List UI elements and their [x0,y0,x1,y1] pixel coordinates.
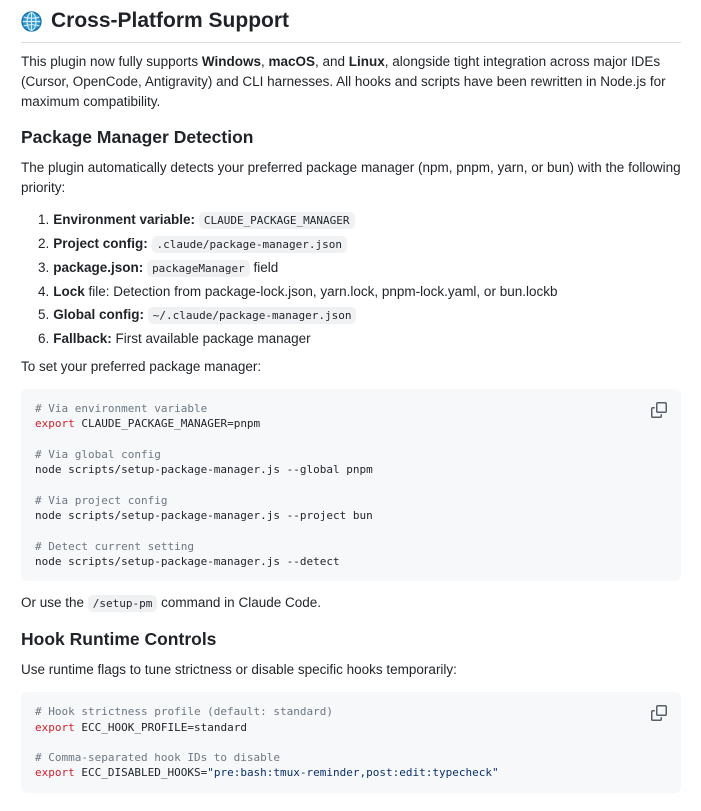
code-line [35,432,667,447]
priority-list-item: 6. Fallback: First available package manager [38,331,311,346]
setup-pm-paragraph: Or use the /setup-pm command in Claude Code. [21,595,321,611]
copy-icon [651,705,667,721]
bold-text: Lock [53,284,85,299]
list-number: 3. [38,260,50,275]
priority-list-item: 4. Lock file: Detection from package-lock.json, yarn.lock, pnpm-lock.yaml, or bun.lockb [38,284,558,299]
code-line: export CLAUDE_PACKAGE_MANAGER=pnpm [35,417,261,431]
inline-code: ~/.claude/package-manager.json [148,307,357,324]
runtime-flags-paragraph: Use runtime flags to tune strictness or disable specific hooks temporarily: [21,662,457,678]
code-line: node scripts/setup-package-manager.js --project bun [35,509,373,523]
priority-list-item [21,210,681,231]
code-line [35,735,667,750]
page-title: Cross-Platform Support [51,9,290,32]
bold-text: Windows [201,54,261,69]
code-line: # Comma-separated hook IDs to disable [35,751,281,765]
code-block-hook-runtime [21,692,681,792]
code-line: # Via project config [35,493,168,507]
bold-text: Environment variable: [53,212,196,227]
bold-text: Global config: [53,307,145,322]
inline-code: /setup-pm [88,595,158,612]
inline-code: CLAUDE_PACKAGE_MANAGER [199,212,355,229]
copy-icon [651,402,667,418]
heading-package-manager-detection: Package Manager Detection [21,127,254,147]
code-line: # Detect current setting [35,539,194,553]
code-line [35,477,667,492]
detection-intro-paragraph: The plugin automatically detects your preferred package manager (npm, pnpm, yarn, or bun) with the following priority: [21,160,681,195]
code-line [35,523,667,538]
priority-list-item [21,305,681,326]
globe-with-meridians-icon [21,11,42,32]
heading-hook-runtime-controls: Hook Runtime Controls [21,629,217,650]
bold-text: Project config: [53,236,148,251]
code-content [35,704,667,780]
set-preference-paragraph: To set your preferred package manager: [21,359,262,374]
code-line: # Hook strictness profile (default: standard) [35,705,334,719]
list-number: 6. [38,331,50,346]
page-title-heading [21,8,681,43]
code-content [35,401,667,569]
bold-text: package.json: [53,260,144,275]
bold-text: Fallback: [53,331,112,346]
priority-list-item [21,234,681,255]
list-number: 4. [38,284,50,299]
priority-list-item: 3. package.json: packageManager field [38,260,279,275]
inline-code: .claude/package-manager.json [152,236,347,253]
list-number: 5. [38,307,50,322]
bold-text: Linux [348,54,385,69]
code-line: # Via environment variable [35,402,208,415]
code-line: export ECC_DISABLED_HOOKS="pre:bash:tmux-reminder,post:edit:typecheck" [35,766,499,780]
copy-code-button[interactable] [645,699,673,727]
list-number: 1. [38,212,50,227]
copy-code-button[interactable] [645,396,673,424]
inline-code: packageManager [147,260,250,277]
priority-list [21,210,681,349]
code-line: node scripts/setup-package-manager.js --detect [35,554,340,568]
code-line: # Via global config [35,447,161,461]
code-line: export ECC_HOOK_PROFILE=standard [35,720,247,734]
code-block-package-manager [21,389,681,581]
bold-text: macOS [268,54,316,69]
code-line: node scripts/setup-package-manager.js --global pnpm [35,463,373,477]
intro-paragraph: This plugin now fully supports Windows, macOS, and Linux, alongside tight integration across major IDEs (Cursor, OpenCode, Antigravity) and CLI harnesses. All hooks and scripts have been rewritten in Node.js for maximum compatibility. [21,54,666,109]
list-number: 2. [38,236,50,251]
